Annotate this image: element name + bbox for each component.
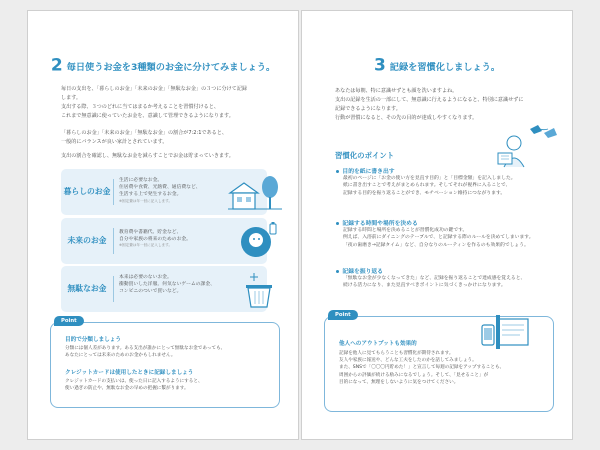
bullet-dot-icon xyxy=(336,170,339,173)
bullet-dot-icon xyxy=(336,222,339,225)
habit-title-time-place: 記録する時間や場所を決める xyxy=(336,218,418,227)
point-body-classify: 分類には個人差があります。ある支出が誰かにとって無駄なお金であっても、 あなたにとっては未来のためのお金かもしれません。 xyxy=(65,346,226,359)
point-tag: Point xyxy=(328,310,358,320)
intro-paragraph: あなたは毎朝、特に意識せずとも顔を洗いますよね。 支出の記録を生活の一部にして、無意識に行えるようになると、特別に意識せずに 記録できるようになります。 行動が習慣になると、その先の目的が達成しやすくなります。 xyxy=(335,88,524,121)
ratio-paragraph: 「暮らしのお金」「未来のお金」「無駄なお金」の割合が7:2:1であると、 一般的にバランスが良い家計とされています。 xyxy=(61,130,227,145)
point-title-output: 他人へのアウトプットも効果的 xyxy=(339,341,417,347)
piggy-bank-icon xyxy=(234,218,282,262)
category-description: 本来は必要のないお金。 衝動買いした洋服、何気ないゲームの課金、 コンビニのついで買いなど。 xyxy=(119,275,215,295)
category-label: 暮らしのお金 xyxy=(63,187,111,196)
habit-body-write-goal: 最初のページに「お金の使い方を見直す目的」と「目標金額」を記入しました。 紙に書き出すことで考えがまとめられます。そしてそれが視界に入ることで、 記録する目的を振り返ることができ、モチベーション維持につながります。 xyxy=(343,176,516,196)
left-page xyxy=(27,10,299,440)
section-number: 3 xyxy=(373,55,386,76)
trash-bin-icon xyxy=(238,267,282,311)
summary-paragraph: 支出の割合を確認し、無駄なお金を減らすことでお金は貯まっていきます。 xyxy=(61,153,234,159)
point-tag: Point xyxy=(54,316,84,326)
person-reading-icon xyxy=(490,123,564,171)
habit-title-review: 記録を振り返る xyxy=(336,266,383,275)
section-heading-2 xyxy=(28,55,298,76)
category-description: 生活に必要なお金。 住居費や食費、光熱費、通信費など、 生活する上で発生するお金。 ※固定費は年一回に記入します。 xyxy=(119,178,201,203)
house-tree-icon xyxy=(226,171,284,217)
habit-points-heading: 習慣化のポイント xyxy=(335,151,395,160)
intro-paragraph: 毎日の支出を、「暮らしのお金」「未来のお金」「無駄なお金」の３つに分けて記録 します。 支出する際、３つのどれに当てはまるか考えることを習慣付けると、 これまで無意識に使っていたお金を、意識して管理できるようになります。 xyxy=(61,86,247,119)
habit-body-review: 「無駄なお金が少なくなってきた」など、記録を振り返ることで達成感を覚えると、 続ける活力になり、また見直すべきポイントに気づくきっかけになります。 xyxy=(343,276,526,289)
category-label: 未来のお金 xyxy=(67,236,107,245)
category-wasteful-money xyxy=(61,266,267,312)
point-body-output: 記録を他人に見てもらうことも習慣化が期待されます。 友人や家族に報送や、どんな工夫をしたのかを話してみましょう。 また、SNSで「〇〇〇円貯めた！」と宣言して毎週の記録をアップすることも、 周囲からの評価が続ける励みになるでしょう。そして、「見せること」が 目的になって、無理をしないように気をつけてください。 xyxy=(339,351,505,385)
section-title: 毎日使うお金を3種類のお金に分けてみましょう。 xyxy=(66,61,276,73)
section-number: 2 xyxy=(50,55,63,76)
phone-notebook-icon xyxy=(476,311,536,355)
section-title: 記録を習慣化しましょう。 xyxy=(389,61,501,73)
bullet-dot-icon xyxy=(336,270,339,273)
category-description: 教育費や書籍代、貯金など、 自分や家族の将来のためのお金。 ※固定費は年一回に記入します。 xyxy=(119,230,191,248)
section-heading-3 xyxy=(302,55,572,76)
point-title-credit-card: クレジットカードは使用したときに記録しましょう xyxy=(65,370,194,376)
habit-body-time-place: 記録する時間と場所を決めることが習慣化成功の鍵です。 例えば、入浴前にダイニングのテーブルで、と記録する際のルールを決めてしまいます。 「夜の歯磨き→記録タイム」など、自分なりのルーティンを作るのも効果的でしょう。 xyxy=(343,228,534,248)
point-title-classify: 目的で分類しましょう xyxy=(65,337,121,343)
point-body-credit-card: クレジットカードの支払いは、使った日に記入するようにすると、 使い過ぎの防止や、無駄なお金の早めの把握に繋がります。 xyxy=(65,379,203,392)
category-label: 無駄なお金 xyxy=(67,284,107,293)
right-page xyxy=(301,10,573,440)
habit-title-write-goal: 目的を紙に書き出す xyxy=(336,166,395,175)
